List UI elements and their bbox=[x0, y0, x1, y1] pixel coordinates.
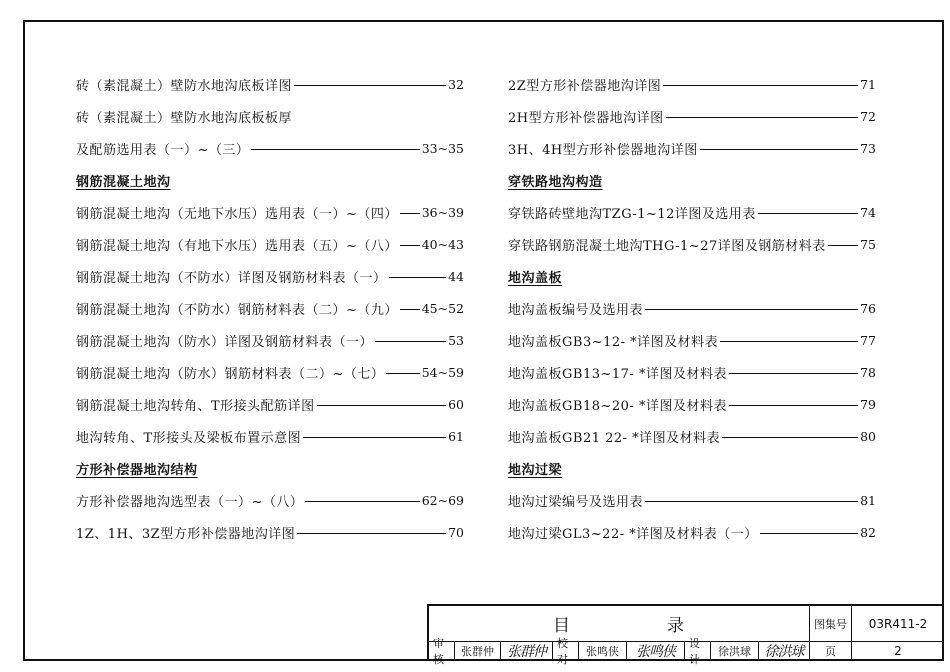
title-block bbox=[427, 604, 944, 666]
toc-entry bbox=[508, 324, 876, 356]
entry-page-number: 82 bbox=[860, 524, 876, 540]
toc-entry bbox=[76, 260, 464, 292]
entry-title: 地沟盖板GB18~20- *详图及材料表 bbox=[508, 398, 727, 414]
reviewer-name: 张群仲 bbox=[455, 641, 501, 661]
entry-page-number: 44 bbox=[448, 268, 464, 284]
sheet-title bbox=[429, 606, 810, 641]
toc-entry bbox=[76, 324, 464, 356]
leader-line bbox=[729, 373, 858, 374]
toc-entry bbox=[76, 228, 464, 260]
entry-page-number: 77 bbox=[860, 332, 876, 348]
entry-title: 地沟盖板GB3~12- *详图及材料表 bbox=[508, 334, 719, 350]
title-block-signatures bbox=[429, 637, 944, 666]
check-label: 校对 bbox=[553, 641, 579, 661]
entry-title: 地沟转角、T形接头及梁板布置示意图 bbox=[76, 430, 302, 446]
entry-title: 地沟盖板GB13~17- *详图及材料表 bbox=[508, 366, 727, 382]
toc-entry bbox=[508, 484, 876, 516]
entry-page-number: 54~59 bbox=[421, 364, 464, 380]
entry-title: 1Z、1H、3Z型方形补偿器地沟详图 bbox=[76, 526, 296, 542]
entry-page-number: 61 bbox=[448, 428, 464, 444]
toc-entry bbox=[508, 292, 876, 324]
leader-line bbox=[400, 245, 420, 246]
title-block-top bbox=[429, 606, 944, 642]
entry-page-number: 80 bbox=[860, 428, 876, 444]
toc-left-column bbox=[76, 68, 464, 548]
entry-page-number: 36~39 bbox=[421, 204, 464, 220]
entry-title: 砖（素混凝土）壁防水地沟底板详图 bbox=[76, 78, 293, 94]
atlas-number-value: 03R411-2 bbox=[868, 616, 928, 631]
leader-line bbox=[375, 341, 446, 342]
leader-line bbox=[251, 149, 419, 150]
designer-name: 徐洪球 bbox=[711, 641, 759, 661]
toc-entry bbox=[76, 420, 464, 452]
toc-entry bbox=[508, 516, 876, 548]
toc-section-heading bbox=[508, 164, 876, 196]
toc-entry bbox=[508, 100, 876, 132]
entry-title: 穿铁路砖壁地沟TZG-1~12详图及选用表 bbox=[508, 206, 756, 222]
entry-title: 钢筋混凝土地沟（无地下水压）选用表（一）~（四） bbox=[76, 206, 398, 222]
entry-page-number: 79 bbox=[860, 396, 876, 412]
entry-title: 钢筋混凝土地沟（防水）钢筋材料表（二）~（七） bbox=[76, 366, 385, 382]
entry-title: 2Z型方形补偿器地沟详图 bbox=[508, 78, 662, 94]
entry-title: 钢筋混凝土地沟转角、T形接头配筋详图 bbox=[76, 398, 315, 414]
entry-title: 地沟过梁编号及选用表 bbox=[508, 494, 644, 510]
toc-entry bbox=[76, 516, 464, 548]
leader-line bbox=[828, 245, 858, 246]
entry-title: 及配筋选用表（一）~（三） bbox=[76, 142, 250, 158]
leader-line bbox=[729, 405, 858, 406]
entry-title: 钢筋混凝土地沟（有地下水压）选用表（五）~（八） bbox=[76, 238, 398, 254]
entry-title: 2H型方形补偿器地沟详图 bbox=[508, 110, 664, 126]
toc-entry bbox=[76, 68, 464, 100]
leader-line bbox=[722, 437, 858, 438]
entry-title: 钢筋混凝土地沟（不防水）钢筋材料表（二）~（九） bbox=[76, 302, 398, 318]
entry-title: 穿铁路钢筋混凝土地沟THG-1~27详图及钢筋材料表 bbox=[508, 238, 826, 254]
section-title: 地沟盖板 bbox=[508, 270, 563, 286]
entry-page-number: 76 bbox=[860, 300, 876, 316]
leader-line bbox=[400, 213, 420, 214]
entry-page-number: 60 bbox=[448, 396, 464, 412]
toc-right-column bbox=[508, 68, 876, 548]
designer-signature: 徐洪球 bbox=[759, 641, 810, 661]
reviewer-signature: 张群仲 bbox=[501, 641, 553, 661]
page-label: 页 bbox=[810, 641, 852, 661]
leader-line bbox=[305, 501, 419, 502]
page-number: 2 bbox=[894, 644, 902, 658]
leader-line bbox=[700, 149, 858, 150]
section-title: 方形补偿器地沟结构 bbox=[76, 462, 198, 478]
entry-page-number: 72 bbox=[860, 108, 876, 124]
entry-page-number: 33~35 bbox=[421, 140, 464, 156]
leader-line bbox=[294, 85, 446, 86]
leader-line bbox=[400, 309, 420, 310]
toc-entry bbox=[508, 132, 876, 164]
toc-entry bbox=[76, 484, 464, 516]
entry-page-number: 62~69 bbox=[421, 492, 464, 508]
entry-title: 砖（素混凝土）壁防水地沟底板板厚 bbox=[76, 110, 293, 126]
leader-line bbox=[297, 533, 446, 534]
toc-section-heading bbox=[76, 164, 464, 196]
entry-title: 地沟盖板GB21 22- *详图及材料表 bbox=[508, 430, 721, 446]
sheet-title-char-1: 目 bbox=[553, 616, 571, 636]
entry-title: 钢筋混凝土地沟（不防水）详图及钢筋材料表（一） bbox=[76, 270, 387, 286]
entry-title: 钢筋混凝土地沟（防水）详图及钢筋材料表（一） bbox=[76, 334, 374, 350]
leader-line bbox=[758, 213, 858, 214]
toc-section-heading bbox=[508, 452, 876, 484]
toc-entry bbox=[508, 420, 876, 452]
toc-section-heading bbox=[76, 452, 464, 484]
atlas-number-label: 图集号 bbox=[810, 606, 852, 641]
entry-title: 地沟过梁GL3~22- *详图及材料表（一） bbox=[508, 526, 758, 542]
toc-entry bbox=[508, 356, 876, 388]
leader-line bbox=[317, 405, 446, 406]
toc-entry bbox=[76, 132, 464, 164]
checker-name: 张鸣侠 bbox=[579, 641, 627, 661]
entry-title: 方形补偿器地沟选型表（一）~（八） bbox=[76, 494, 304, 510]
entry-page-number: 74 bbox=[860, 204, 876, 220]
entry-page-number: 75 bbox=[860, 236, 876, 252]
entry-page-number: 78 bbox=[860, 364, 876, 380]
entry-page-number: 81 bbox=[860, 492, 876, 508]
section-title: 钢筋混凝土地沟 bbox=[76, 174, 171, 190]
design-label: 设计 bbox=[685, 641, 711, 661]
entry-title: 3H、4H型方形补偿器地沟详图 bbox=[508, 142, 698, 158]
review-label: 审核 bbox=[429, 641, 455, 661]
section-title: 穿铁路地沟构造 bbox=[508, 174, 603, 190]
toc-section-heading bbox=[508, 260, 876, 292]
toc-entry bbox=[76, 196, 464, 228]
entry-page-number: 73 bbox=[860, 140, 876, 156]
toc-entry bbox=[76, 292, 464, 324]
section-title: 地沟过梁 bbox=[508, 462, 563, 478]
leader-line bbox=[760, 533, 858, 534]
entry-page-number: 53 bbox=[448, 332, 464, 348]
toc-entry bbox=[76, 356, 464, 388]
leader-line bbox=[645, 501, 858, 502]
leader-line bbox=[386, 373, 419, 374]
toc-entry bbox=[508, 228, 876, 260]
toc-entry bbox=[508, 196, 876, 228]
entry-page-number: 45~52 bbox=[421, 300, 464, 316]
entry-title: 地沟盖板编号及选用表 bbox=[508, 302, 644, 318]
entry-page-number: 70 bbox=[448, 524, 464, 540]
leader-line bbox=[303, 437, 446, 438]
entry-page-number: 32 bbox=[448, 76, 464, 92]
sheet-title-char-2: 录 bbox=[667, 616, 685, 636]
leader-line bbox=[389, 277, 447, 278]
leader-line bbox=[645, 309, 858, 310]
toc-entry bbox=[508, 68, 876, 100]
checker-signature: 张鸣侠 bbox=[627, 641, 685, 661]
entry-page-number: 40~43 bbox=[421, 236, 464, 252]
toc-entry bbox=[508, 388, 876, 420]
leader-line bbox=[666, 117, 858, 118]
leader-line bbox=[720, 341, 858, 342]
leader-line bbox=[663, 85, 858, 86]
toc-entry bbox=[76, 100, 464, 132]
entry-page-number: 71 bbox=[860, 76, 876, 92]
toc-entry bbox=[76, 388, 464, 420]
